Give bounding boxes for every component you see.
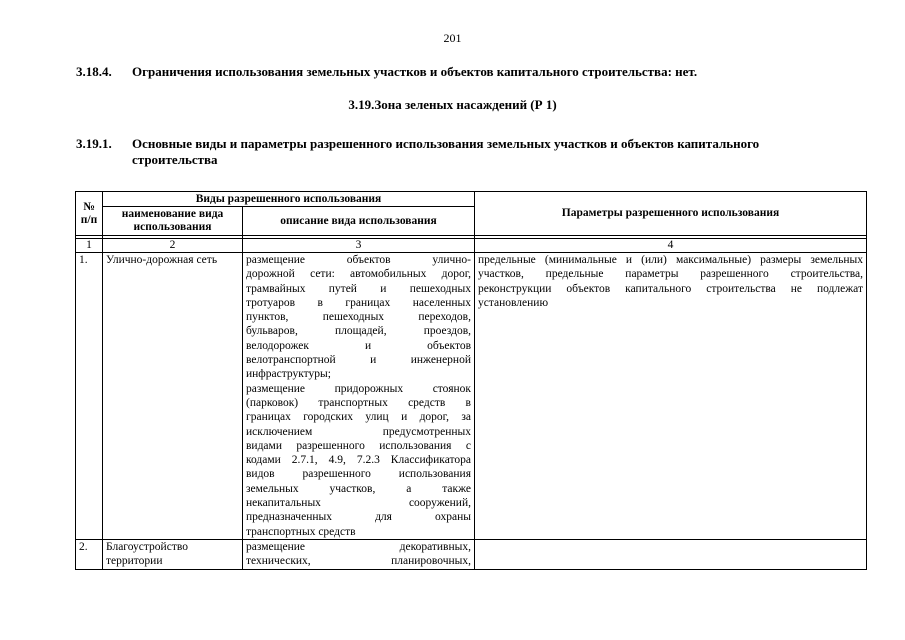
desc-line: транспортных средств (246, 525, 356, 538)
desc-line: велотранспортной и инженерной (246, 354, 471, 367)
desc-line: велодорожек и объектов (246, 339, 471, 352)
desc-line: технических, планировочных, (246, 555, 471, 568)
section-text-line1: Основные виды и параметры разрешенного использования земельных участков и объектов капитального (132, 136, 760, 151)
row-name: Благоустройство территории (103, 539, 243, 569)
desc-line: инфраструктуры; (246, 368, 331, 381)
desc-line: размещение декоративных, (246, 540, 471, 553)
header-num: № п/п (76, 192, 103, 236)
desc-line: границах городских улиц и дорог, за (246, 411, 471, 424)
desc-line: видами разрешенного использования с (246, 439, 471, 452)
section-text: Ограничения использования земельных участков и объектов капитального строительства: нет. (132, 64, 698, 79)
desc-line: исключением предусмотренных (246, 425, 471, 438)
desc-line: некапитальных сооружений, (246, 497, 471, 510)
desc-line: земельных участков, а также (246, 482, 471, 495)
row-name: Улично-дорожная сеть (103, 253, 243, 540)
row-num: 1. (76, 253, 103, 540)
index-cell: 2 (103, 239, 243, 253)
section-text-line2: строительства (132, 152, 218, 167)
row-params: предельные (минимальные и (или) максимальные) размеры земельных участков, предельные параметры разрешенного строительства, реконструкции объектов капитального строительства не подлежат установлению (475, 253, 867, 540)
section-number: 3.18.4. (76, 64, 112, 79)
header-desc: описание вида использования (243, 207, 475, 236)
header-name: наименование вида использования (103, 207, 243, 236)
table-index-row (76, 239, 867, 253)
page-number: 201 (443, 31, 462, 45)
row-num: 2. (76, 539, 103, 569)
table-row (76, 253, 867, 540)
desc-line: видов разрешенного использования (246, 468, 471, 481)
desc-line: кодами 2.7.1, 4.9, 7.2.3 Классификатора (246, 454, 471, 467)
row-params (475, 539, 867, 569)
desc-line: размещение придорожных стоянок (246, 382, 471, 395)
section-3-19-1 (76, 136, 876, 168)
row-desc (243, 539, 475, 569)
section-number: 3.19.1. (76, 136, 112, 151)
index-cell: 3 (243, 239, 475, 253)
row-desc (243, 253, 475, 540)
header-group: Виды разрешенного использования (103, 192, 475, 207)
desc-line: предназначенных для охраны (246, 511, 471, 524)
section-3-18-4 (76, 64, 876, 80)
header-params: Параметры разрешенного использования (475, 192, 867, 236)
index-cell: 1 (76, 239, 103, 253)
desc-line: трамвайных путей и пешеходных (246, 282, 471, 295)
desc-line: тротуаров в границах населенных (246, 296, 471, 309)
table-row (76, 539, 867, 569)
index-cell: 4 (475, 239, 867, 253)
table-header-row (76, 192, 867, 207)
permitted-use-table (75, 191, 867, 570)
section-3-19-title: 3.19.Зона зеленых насаждений (Р 1) (348, 97, 557, 112)
desc-line: пунктов, пешеходных переходов, (246, 311, 471, 324)
desc-line: дорожной сети: автомобильных дорог, (246, 268, 471, 281)
desc-line: размещение объектов улично- (246, 254, 471, 266)
desc-line: бульваров, площадей, проездов, (246, 325, 471, 338)
desc-line: (парковок) транспортных средств в (246, 396, 471, 409)
